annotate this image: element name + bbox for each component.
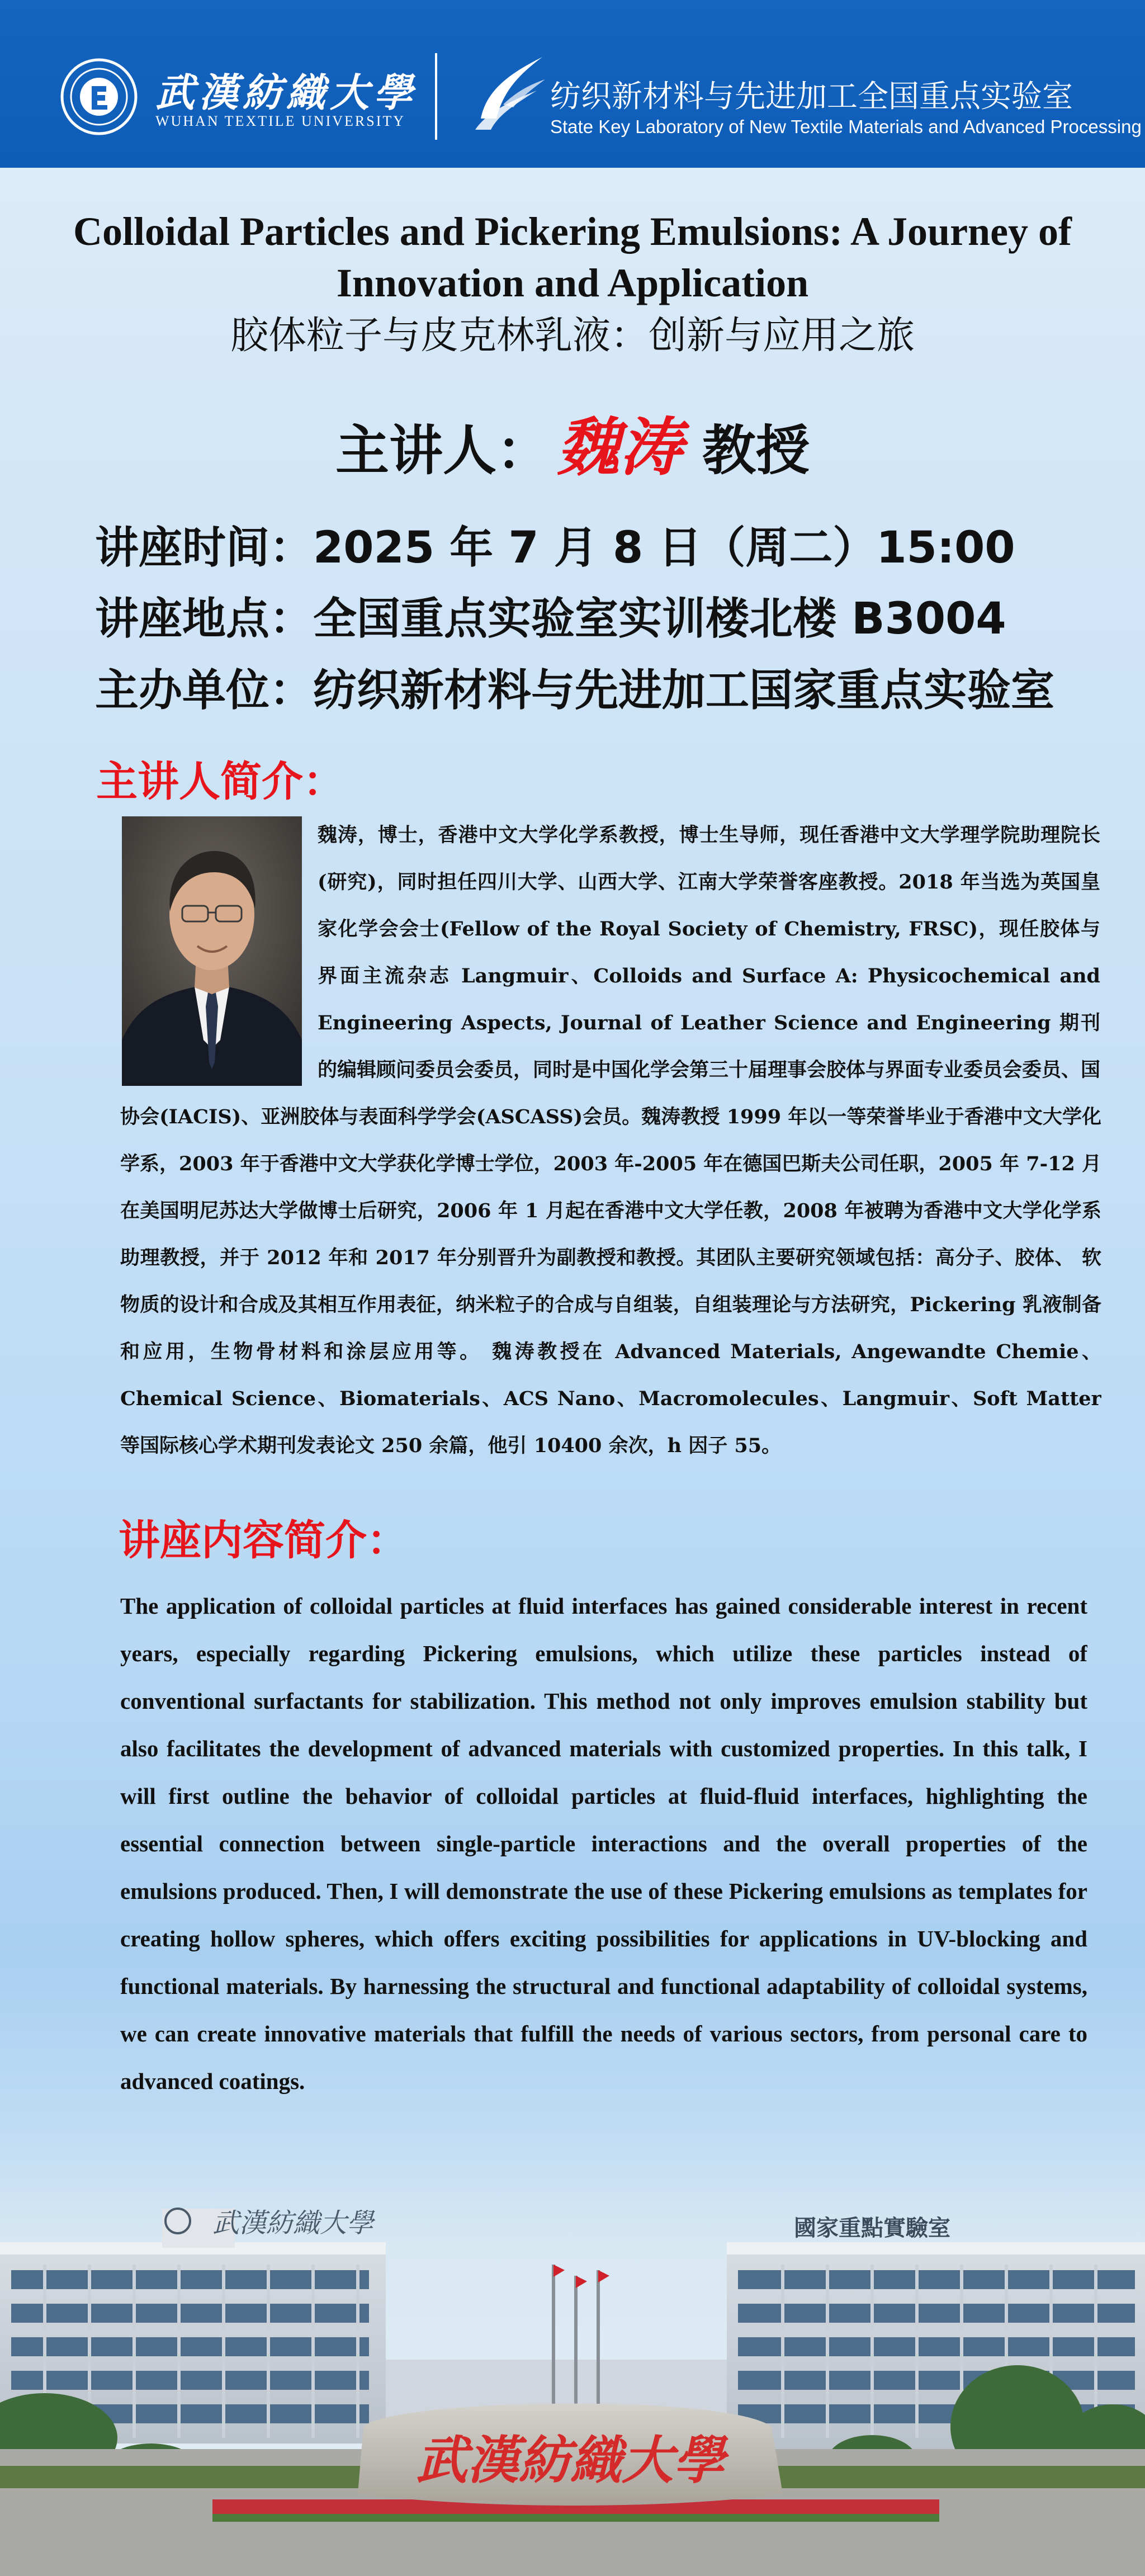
bio-text-part2: 协会(IACIS)、亚洲胶体与表面科学学会(ASCASS)会员。魏涛教授 1999 年以一等荣誉毕业于香港中文大学化学系，2003 年于香港中文大学获化学博士学位，2003 年-2005 年在德国巴斯夫公司任职，2005 年 7-12 月在美国明尼苏达大学做博士后研究，2006 年 1 月起在香港中文大学任教，2008 年被聘为香港中文大学化学系助理教授，并于 2012 年和 2017 年分别晋升为副教授和教授。其团队主要研究领域包括：高分子、胶体、 软物质的设计和合成及其相互作用表征，纳米粒子的合成与自组装，自组装理论与方法研究，Pickering 乳液制备和应用，生物骨材料和涂层应用等。 魏涛教授在 Advanced Materials, Angewandte Chemie、Chemical Science、Biomaterials、ACS Nano、Macromolecules、Langmuir、Soft Matter 等国际核心学术期刊发表论文 250 余篇，他引 10400 余次，h 因子 55。	[120, 1105, 1101, 1457]
lecture-location: 讲座地点：全国重点实验室实训楼北楼 B3004	[95, 594, 1006, 644]
abstract-heading: 讲座内容简介：	[119, 1516, 408, 1564]
campus-stone-text: 武漢紡織大學	[415, 2430, 725, 2490]
speaker-label: 主讲人：	[335, 419, 550, 482]
lecture-title-en: Colloidal Particles and Pickering Emulsions: A Journey of Innovation and Application	[73, 209, 1072, 305]
lecture-time: 讲座时间：2025 年 7 月 8 日（周二）15:00	[95, 523, 1015, 573]
speaker-name: 魏涛	[557, 411, 682, 484]
campus-photo	[0, 2136, 1145, 2576]
right-building-sign: 國家重點實驗室	[794, 2215, 950, 2241]
header-divider	[435, 53, 437, 140]
university-seal-icon	[60, 58, 138, 135]
speaker-title: 教授	[702, 419, 810, 482]
university-name-cn: 武漢紡織大學	[155, 69, 417, 116]
lecture-title-cn: 胶体粒子与皮克林乳液：创新与应用之旅	[230, 314, 915, 358]
abstract-text: The application of colloidal particles at fluid interfaces has gained considerable interest in recent years, especially regarding Pickering emulsions, which utilize these particles instead of conventional surfactants for stabilization. This method not only improves emulsion stability but also facilitates the development of advanced materials with customized properties. In this talk, I will first outline the behavior of colloidal particles at fluid-fluid interfaces, highlighting the essential connection between single-particle interactions and the overall properties of the emulsions produced. Then, I will demonstrate the use of these Pickering emulsions as templates for creating hollow spheres, which offers exciting possibilities for applications in UV-blocking and functional materials. By harnessing the structural and functional adaptability of colloidal systems, we can create innovative materials that fulfill the needs of various sectors, from personal care to advanced coatings.	[120, 1593, 1087, 2094]
speaker-portrait-icon	[122, 816, 302, 1086]
university-name-en: WUHAN TEXTILE UNIVERSITY	[155, 113, 406, 129]
lab-name-cn: 纺织新材料与先进加工全国重点实验室	[550, 78, 1073, 114]
lab-logo-icon	[470, 51, 548, 135]
header-banner	[0, 0, 1145, 168]
bio-heading: 主讲人简介：	[96, 758, 344, 806]
speaker-photo	[122, 816, 302, 1086]
bio-text-part1: 魏涛，博士，香港中文大学化学系教授，博士生导师，现任香港中文大学理学院助理院长(研究)，同时担任四川大学、山西大学、江南大学荣誉客座教授。2018 年当选为英国皇家化学会会士(Fellow of the Royal Society of Chemistry, FRSC)，现任胶体与界面主流杂志 Langmuir、Colloids and Surface A: Physicochemical and Engineering Aspects, Journal of Leather Science and Engineering 期刊的编辑顾问委员会委员，同时是中国化学会第三十届理事会胶体与界面专业委员会委员、国	[318, 824, 1100, 1081]
lecture-organizer: 主办单位：纺织新材料与先进加工国家重点实验室	[95, 665, 1055, 716]
left-building-sign: 武漢紡織大學	[212, 2208, 374, 2239]
lab-name-en: State Key Laboratory of New Textile Materials and Advanced Processing	[550, 116, 1142, 137]
speaker-line	[0, 413, 1145, 486]
